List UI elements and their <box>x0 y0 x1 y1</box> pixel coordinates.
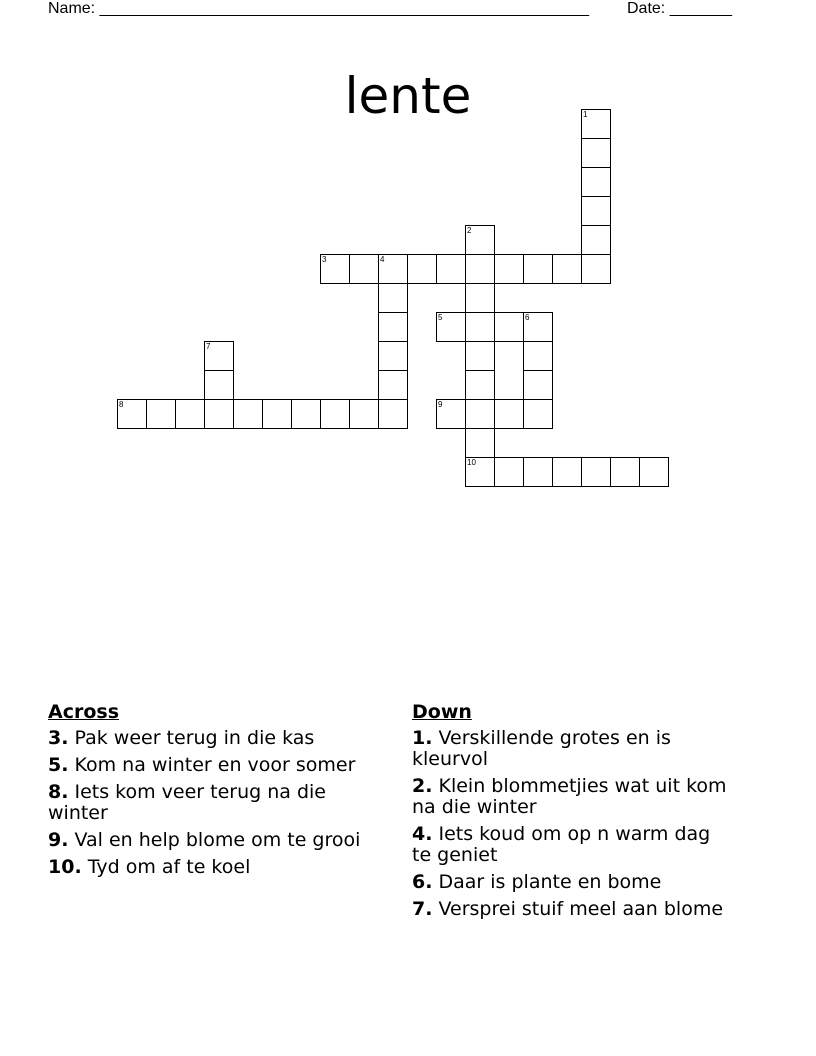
clue-text: Versprei stuif meel aan blome <box>438 898 724 920</box>
grid-cell[interactable] <box>204 341 234 371</box>
grid-cell[interactable] <box>581 167 611 197</box>
clue-number: 7. <box>412 898 433 920</box>
clue-number-label: 7 <box>206 342 211 351</box>
grid-cell[interactable] <box>581 138 611 168</box>
clue-number: 9. <box>48 829 69 851</box>
grid-cell[interactable] <box>465 283 495 313</box>
grid-cell[interactable] <box>523 254 553 284</box>
grid-cell[interactable] <box>523 370 553 400</box>
clue-number-label: 5 <box>438 313 443 322</box>
grid-cell[interactable] <box>349 254 379 284</box>
grid-cell[interactable] <box>610 457 640 487</box>
grid-cell[interactable] <box>523 399 553 429</box>
grid-cell[interactable] <box>465 399 495 429</box>
clue-number-label: 8 <box>119 400 124 409</box>
grid-cell[interactable] <box>204 370 234 400</box>
clue-text: Klein blommetjies wat uit kom na die winter <box>412 775 727 818</box>
grid-cell[interactable] <box>146 399 176 429</box>
down-clue <box>412 776 732 818</box>
grid-cell[interactable] <box>494 457 524 487</box>
grid-cell[interactable] <box>320 254 350 284</box>
grid-cell[interactable] <box>320 399 350 429</box>
grid-cell[interactable] <box>581 254 611 284</box>
across-clue <box>48 857 378 878</box>
clue-text: Kom na winter en voor somer <box>74 754 356 776</box>
clue-text: Val en help blome om te grooi <box>74 829 361 851</box>
clue-text: Tyd om af te koel <box>87 856 251 878</box>
grid-cell[interactable] <box>378 254 408 284</box>
grid-cell[interactable] <box>494 254 524 284</box>
clue-number: 3. <box>48 727 69 749</box>
grid-cell[interactable] <box>552 457 582 487</box>
grid-cell[interactable] <box>581 457 611 487</box>
grid-cell[interactable] <box>349 399 379 429</box>
down-clue <box>412 824 732 866</box>
grid-cell[interactable] <box>523 312 553 342</box>
clue-number-label: 4 <box>380 255 385 264</box>
grid-cell[interactable] <box>378 399 408 429</box>
across-clue <box>48 755 378 776</box>
clue-text: Iets kom veer terug na die winter <box>48 781 326 824</box>
down-heading: Down <box>412 701 472 723</box>
clue-number: 6. <box>412 871 433 893</box>
clue-number: 10. <box>48 856 82 878</box>
grid-cell[interactable] <box>378 370 408 400</box>
grid-cell[interactable] <box>581 196 611 226</box>
clue-number: 4. <box>412 823 433 845</box>
across-clue <box>48 728 378 749</box>
across-clues <box>48 702 378 884</box>
grid-cell[interactable] <box>204 399 234 429</box>
across-clue <box>48 830 378 851</box>
grid-cell[interactable] <box>465 428 495 458</box>
grid-cell[interactable] <box>639 457 669 487</box>
clue-number-label: 2 <box>467 226 472 235</box>
grid-cell[interactable] <box>407 254 437 284</box>
clue-number-label: 10 <box>467 458 476 467</box>
grid-cell[interactable] <box>233 399 263 429</box>
grid-cell[interactable] <box>552 254 582 284</box>
clue-number: 2. <box>412 775 433 797</box>
clue-number-label: 6 <box>525 313 530 322</box>
down-clue <box>412 728 732 770</box>
grid-cell[interactable] <box>523 457 553 487</box>
grid-cell[interactable] <box>465 341 495 371</box>
down-clues <box>412 702 732 926</box>
clue-number: 5. <box>48 754 69 776</box>
grid-cell[interactable] <box>494 312 524 342</box>
grid-cell[interactable] <box>436 399 466 429</box>
grid-cell[interactable] <box>523 341 553 371</box>
grid-cell[interactable] <box>436 254 466 284</box>
clue-text: Iets koud om op n warm dag te geniet <box>412 823 711 866</box>
clue-number-label: 3 <box>322 255 327 264</box>
grid-cell[interactable] <box>378 283 408 313</box>
across-clue <box>48 782 378 824</box>
grid-cell[interactable] <box>465 225 495 255</box>
clue-number-label: 9 <box>438 400 443 409</box>
grid-cell[interactable] <box>262 399 292 429</box>
grid-cell[interactable] <box>378 341 408 371</box>
clue-text: Pak weer terug in die kas <box>74 727 315 749</box>
down-clue <box>412 872 732 893</box>
grid-cell[interactable] <box>175 399 205 429</box>
grid-cell[interactable] <box>465 457 495 487</box>
grid-cell[interactable] <box>465 312 495 342</box>
across-heading: Across <box>48 701 120 723</box>
clue-number-label: 1 <box>583 110 588 119</box>
grid-cell[interactable] <box>291 399 321 429</box>
name-field-label: Name: _______________________________________________________ <box>48 0 589 17</box>
clue-number: 1. <box>412 727 433 749</box>
grid-cell[interactable] <box>117 399 147 429</box>
grid-cell[interactable] <box>378 312 408 342</box>
grid-cell[interactable] <box>581 225 611 255</box>
grid-cell[interactable] <box>465 370 495 400</box>
date-field-label: Date: _______ <box>627 0 732 17</box>
clue-text: Daar is plante en bome <box>438 871 662 893</box>
down-clue <box>412 899 732 920</box>
clue-number: 8. <box>48 781 69 803</box>
page-title: lente <box>344 66 472 125</box>
clue-text: Verskillende grotes en is kleurvol <box>412 727 671 770</box>
grid-cell[interactable] <box>465 254 495 284</box>
grid-cell[interactable] <box>494 399 524 429</box>
grid-cell[interactable] <box>581 109 611 139</box>
grid-cell[interactable] <box>436 312 466 342</box>
